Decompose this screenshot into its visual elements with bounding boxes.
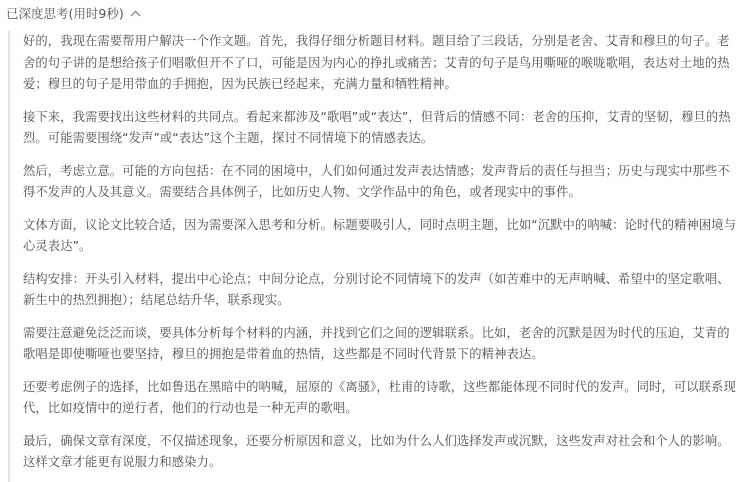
thinking-paragraph: 最后，确保文章有深度，不仅描述现象，还要分析原因和意义，比如为什么人们选择发声或沉默，这些发声对社会和个人的影响。这样文章才能更有说服力和感染力。	[23, 433, 730, 469]
thinking-paragraph: 文体方面，议论文比较合适，因为需要深入思考和分析。标题要吸引人，同时点明主题，比如“沉默中的呐喊：论时代的精神困境与心灵表达”。	[23, 217, 737, 253]
thinking-paragraph: 好的，我现在需要帮用户解决一个作文题。首先，我得仔细分析题目材料。题目给了三段话，分别是老舍、艾青和穆旦的句子。老舍的句子讲的是想给孩子们唱歌但开不了口，可能是因为内心的挣扎或痛苦；艾青的句子是鸟用嘶哑的喉咙歌唱，表达对土地的热爱；穆旦的句子是用带血的手拥抱，因为民族已经起来，充满力量和牺牲精神。	[23, 34, 730, 91]
thinking-paragraph: 结构安排：开头引入材料，提出中心论点；中间分论点，分别讨论不同情境下的发声（如苦难中的无声呐喊、希望中的坚定歌唱、新生中的热烈拥抱）；结尾总结升华，联系现实。	[23, 271, 730, 307]
thinking-header[interactable]	[0, 0, 749, 26]
thinking-paragraph: 然后，考虑立意。可能的方向包括：在不同的困境中，人们如何通过发声表达情感；发声背后的责任与担当；历史与现实中那些不得不发声的人及其意义。需要结合具体例子，比如历史人物、文学作品中的角色，或者现实中的事件。	[23, 163, 730, 199]
thinking-content	[8, 31, 738, 482]
thinking-paragraph: 接下来，我需要找出这些材料的共同点。看起来都涉及“歌唱”或“表达”，但背后的情感不同：老舍的压抑，艾青的坚韧，穆旦的热烈。可能需要围绕“发声”或“表达”这个主题，探讨不同情境下的情感表达。	[23, 109, 731, 145]
thinking-duration-label[interactable]: 已深度思考(用时9秒)	[6, 6, 124, 21]
chevron-up-icon[interactable]	[129, 6, 143, 20]
thinking-paragraph: 还要考虑例子的选择，比如鲁迅在黑暗中的呐喊，屈原的《离骚》，杜甫的诗歌，这些都能体现不同时代的发声。同时，可以联系现代，比如疫情中的逆行者，他们的行动也是一种无声的歌唱。	[23, 379, 736, 415]
thinking-paragraph: 需要注意避免泛泛而谈，要具体分析每个材料的内涵，并找到它们之间的逻辑联系。比如，老舍的沉默是因为时代的压迫，艾青的歌唱是即使嘶哑也要坚持，穆旦的拥抱是带着血的热情，这些都是不同时代背景下的精神表达。	[23, 325, 730, 361]
